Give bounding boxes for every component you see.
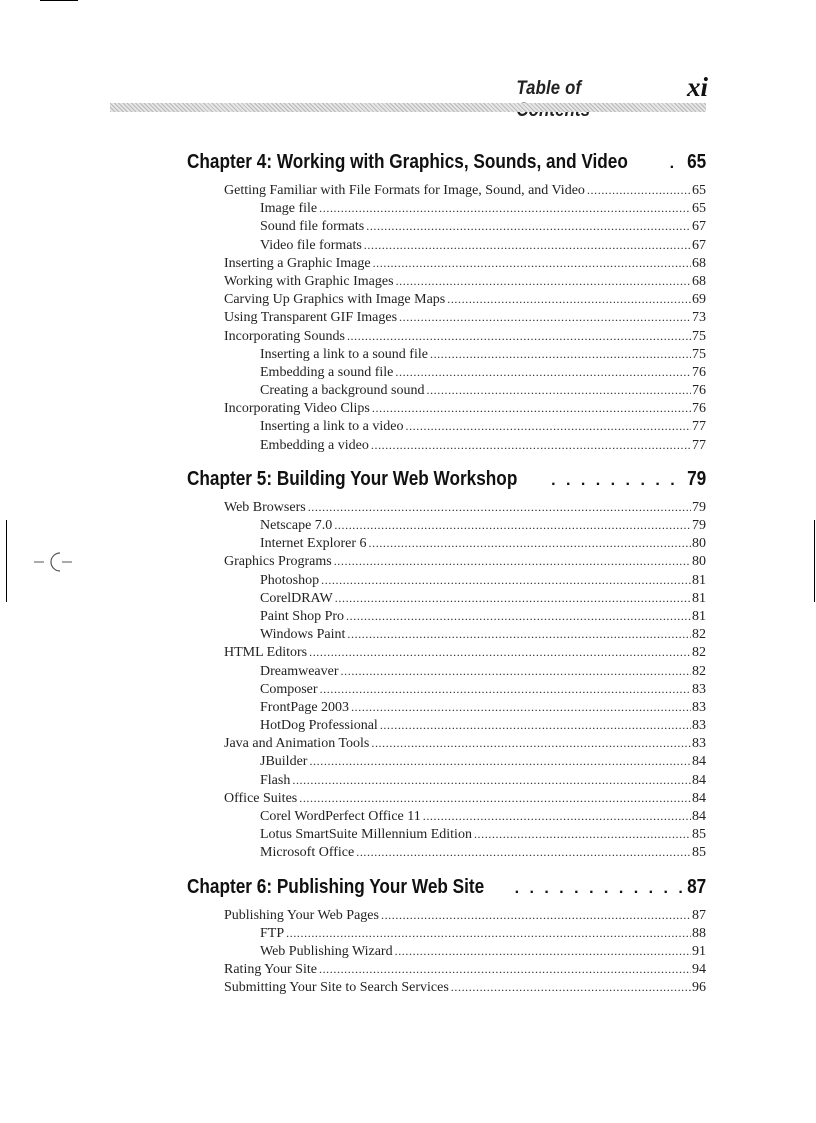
entry-title: Video file formats: [260, 237, 362, 253]
toc-subentry[interactable]: [187, 807, 706, 825]
dot-leader: [405, 417, 691, 435]
dot-leader: [351, 698, 691, 716]
dot-leader: [395, 363, 691, 381]
page-number: xi: [686, 72, 708, 102]
entry-title: Microsoft Office: [260, 845, 355, 861]
dot-leader: [334, 552, 691, 570]
chapter-title: Chapter 5: Building Your Web Workshop: [187, 467, 518, 490]
entry-title: Carving Up Graphics with Image Maps: [224, 292, 446, 308]
entry-page: 81: [692, 608, 706, 624]
toc-entry[interactable]: [187, 734, 706, 752]
dot-leader: [587, 181, 691, 199]
entry-page: 76: [692, 383, 706, 399]
entry-title: HTML Editors: [224, 645, 308, 661]
entry-title: Lotus SmartSuite Millennium Edition: [260, 827, 472, 843]
toc-subentry[interactable]: [187, 436, 706, 454]
header-rule: [110, 103, 706, 112]
entry-title: Inserting a link to a sound file: [260, 346, 428, 362]
entry-title: HotDog Professional: [260, 718, 378, 734]
dot-leader: [371, 436, 691, 454]
entry-title: Getting Familiar with File Formats for Image, Sound, and Video: [224, 183, 585, 198]
toc-subentry[interactable]: [187, 345, 706, 363]
toc-entry[interactable]: [187, 498, 706, 516]
dot-leader: [670, 151, 682, 177]
toc-subentry[interactable]: [187, 924, 706, 942]
entry-title: Embedding a video: [260, 437, 369, 453]
toc-entry[interactable]: [187, 254, 706, 272]
dot-leader: [364, 236, 691, 254]
entry-title: Flash: [260, 772, 291, 788]
dot-leader: [381, 906, 691, 924]
entry-page: 77: [692, 419, 706, 435]
running-head: [500, 72, 712, 106]
dot-leader: [347, 327, 691, 345]
crop-mark-right: [814, 520, 815, 602]
chapter-gap: [187, 454, 706, 466]
entry-page: 96: [692, 980, 706, 996]
dot-leader: [451, 978, 691, 996]
entry-page: 73: [692, 310, 706, 326]
toc-subentry[interactable]: [187, 843, 706, 861]
toc-subentry[interactable]: [187, 625, 706, 643]
toc-subentry[interactable]: [187, 607, 706, 625]
entry-title: Rating Your Site: [224, 962, 317, 978]
dot-leader: [335, 589, 691, 607]
entry-title: Composer: [260, 681, 318, 697]
toc-subentry[interactable]: [187, 534, 706, 552]
entry-page: 85: [692, 845, 706, 861]
registration-mark-icon: [30, 547, 76, 577]
entry-title: Netscape 7.0: [260, 518, 333, 533]
dot-leader: [286, 924, 691, 942]
entry-page: 84: [692, 809, 706, 824]
table-of-contents: [187, 149, 706, 997]
entry-page: 80: [692, 536, 706, 552]
dot-leader: [299, 789, 691, 807]
entry-title: JBuilder: [260, 754, 308, 770]
chapter-title: Chapter 4: Working with Graphics, Sounds, and Video: [187, 151, 628, 173]
dot-leader: [371, 734, 691, 752]
entry-title: Web Browsers: [224, 499, 306, 515]
dot-leader: [308, 498, 691, 516]
toc-entry[interactable]: [187, 643, 706, 661]
chapter-title: Chapter 6: Publishing Your Web Site: [187, 875, 485, 898]
chapter-page: 79: [686, 467, 706, 490]
entry-page: 76: [692, 401, 706, 417]
dot-leader: [396, 272, 691, 290]
dot-leader: [380, 716, 691, 734]
toc-subentry[interactable]: [187, 516, 706, 534]
entry-title: Publishing Your Web Pages: [224, 907, 379, 923]
entry-page: 81: [692, 590, 706, 606]
dot-leader: [373, 254, 691, 272]
entry-title: Web Publishing Wizard: [260, 943, 393, 959]
dot-leader: [426, 381, 691, 399]
dot-leader: [346, 607, 691, 625]
entry-title: FrontPage 2003: [260, 699, 350, 715]
entry-title: Inserting a link to a video: [260, 419, 404, 435]
entry-page: 76: [692, 364, 706, 380]
dot-leader: [319, 960, 691, 978]
dot-leader: [347, 625, 691, 643]
running-head-title: Table of: [516, 78, 582, 99]
entry-page: 82: [692, 645, 706, 661]
entry-title: Office Suites: [224, 790, 298, 806]
entry-title: Graphics Programs: [224, 554, 332, 570]
toc-entry[interactable]: [187, 906, 706, 924]
entry-page: 94: [692, 962, 706, 978]
chapter-heading[interactable]: [187, 874, 706, 900]
dot-leader: [551, 468, 682, 494]
entry-title: Photoshop: [260, 572, 320, 588]
toc-entry[interactable]: [187, 399, 706, 417]
entry-page: 82: [692, 627, 706, 643]
dot-leader: [309, 643, 691, 661]
dot-leader: [319, 199, 691, 217]
entry-title: Corel WordPerfect Office 11: [260, 809, 421, 824]
entry-page: 85: [692, 827, 706, 843]
entry-page: 84: [692, 754, 706, 770]
dot-leader: [369, 534, 691, 552]
toc-entry[interactable]: [187, 327, 706, 345]
toc-entry[interactable]: [187, 308, 706, 326]
toc-subentry[interactable]: [187, 571, 706, 589]
dot-leader: [395, 942, 691, 960]
entry-page: 83: [692, 699, 706, 715]
dot-leader: [334, 516, 691, 534]
entry-title: Working with Graphic Images: [224, 273, 394, 289]
entry-title: Windows Paint: [260, 627, 346, 643]
entry-title: Paint Shop Pro: [260, 608, 345, 624]
toc-entry[interactable]: [187, 978, 706, 996]
dot-leader: [356, 843, 691, 861]
chapter-page: 65: [686, 151, 706, 173]
entry-title: Java and Animation Tools: [224, 736, 370, 752]
dot-leader: [292, 771, 691, 789]
toc-subentry[interactable]: [187, 662, 706, 680]
entry-page: 83: [692, 718, 706, 734]
dot-leader: [447, 290, 691, 308]
entry-title: Inserting a Graphic Image: [224, 255, 371, 271]
toc-subentry[interactable]: [187, 381, 706, 399]
chapter-gap: [187, 862, 706, 874]
entry-page: 84: [692, 790, 706, 806]
dot-leader: [320, 680, 691, 698]
chapter-heading[interactable]: [187, 466, 706, 492]
entry-page: 69: [692, 292, 706, 308]
toc-entry[interactable]: [187, 272, 706, 290]
entry-page: 75: [692, 328, 706, 344]
entry-title: Sound file formats: [260, 219, 365, 235]
entry-title: Incorporating Video Clips: [224, 401, 370, 417]
dot-leader: [321, 571, 691, 589]
toc-subentry[interactable]: [187, 752, 706, 770]
chapter-page: 87: [686, 875, 706, 898]
entry-page: 87: [692, 907, 706, 923]
entry-page: 88: [692, 925, 706, 941]
dot-leader: [474, 825, 691, 843]
toc-subentry[interactable]: [187, 771, 706, 789]
chapter-heading[interactable]: [187, 149, 706, 175]
toc-entry[interactable]: [187, 552, 706, 570]
toc-entry[interactable]: [187, 960, 706, 978]
toc-subentry[interactable]: [187, 716, 706, 734]
dot-leader: [341, 662, 691, 680]
toc-subentry[interactable]: [187, 680, 706, 698]
toc-subentry[interactable]: [187, 825, 706, 843]
entry-page: 82: [692, 663, 706, 679]
toc-subentry[interactable]: [187, 417, 706, 435]
entry-page: 77: [692, 437, 706, 453]
entry-title: Creating a background sound: [260, 383, 425, 399]
entry-page: 67: [692, 237, 706, 253]
dot-leader: [423, 807, 691, 825]
entry-page: 80: [692, 554, 706, 570]
entry-page: 81: [692, 572, 706, 588]
entry-page: 65: [692, 183, 706, 198]
entry-page: 75: [692, 346, 706, 362]
entry-title: Incorporating Sounds: [224, 328, 345, 344]
dot-leader: [366, 217, 691, 235]
entry-page: 67: [692, 219, 706, 235]
entry-title: CorelDRAW: [260, 590, 333, 606]
toc-subentry[interactable]: [187, 199, 706, 217]
entry-page: 79: [692, 518, 706, 533]
entry-title: Using Transparent GIF Images: [224, 310, 398, 326]
entry-title: Submitting Your Site to Search Services: [224, 980, 449, 996]
entry-page: 91: [692, 943, 706, 959]
entry-title: Internet Explorer 6: [260, 536, 367, 552]
toc-subentry[interactable]: [187, 363, 706, 381]
dot-leader: [399, 308, 691, 326]
crop-mark-top: [40, 0, 78, 1]
toc-entry[interactable]: [187, 181, 706, 199]
entry-page: 68: [692, 273, 706, 289]
toc-subentry[interactable]: [187, 942, 706, 960]
toc-subentry[interactable]: [187, 217, 706, 235]
entry-title: FTP: [260, 925, 285, 941]
entry-title: Image file: [260, 201, 318, 217]
entry-page: 83: [692, 736, 706, 752]
entry-page: 65: [692, 201, 706, 217]
entry-title: Dreamweaver: [260, 663, 339, 679]
dot-leader: [430, 345, 691, 363]
entry-page: 79: [692, 499, 706, 515]
dot-leader: [515, 876, 682, 902]
dot-leader: [372, 399, 691, 417]
entry-page: 84: [692, 772, 706, 788]
entry-page: 83: [692, 681, 706, 697]
toc-subentry[interactable]: [187, 698, 706, 716]
toc-subentry[interactable]: [187, 236, 706, 254]
crop-mark-left: [6, 520, 7, 602]
entry-title: Embedding a sound file: [260, 364, 394, 380]
toc-subentry[interactable]: [187, 589, 706, 607]
toc-entry[interactable]: [187, 789, 706, 807]
dot-leader: [309, 752, 691, 770]
toc-entry[interactable]: [187, 290, 706, 308]
entry-page: 68: [692, 255, 706, 271]
